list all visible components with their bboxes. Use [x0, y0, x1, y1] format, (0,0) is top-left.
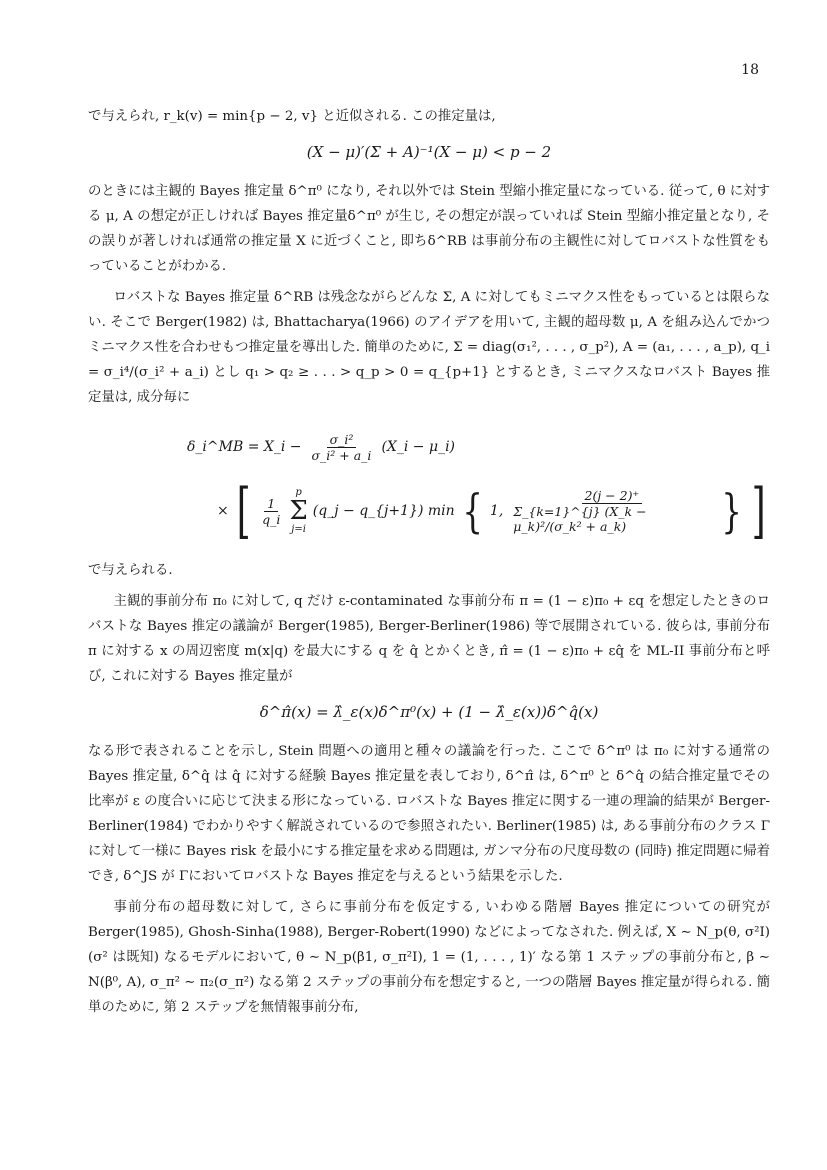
- eq2-frac3-numerator: 2(j − 2)⁺: [582, 488, 643, 504]
- paragraph-1: で与えられ, r_k(v) = min{p − 2, v} と近似される. この推定量は,: [88, 109, 496, 124]
- sigma-symbol: Σ: [289, 496, 308, 526]
- equation-2-line-2: [214, 474, 770, 548]
- left-bracket: [: [236, 476, 251, 546]
- paragraph-3: ロバストな Bayes 推定量 δ^RB は残念ながらどんな Σ, A に対してもミニマクス性をもっているとは限らない. そこで Berger(1982) は, Bhattacharya(1966) のアイデアを用いて, 主観的超母数 μ, A を組み込んでかつミニマクス性を合わせもつ推定量を導出した. 簡単のために, Σ = diag(σ₁², . . . , σ_p²), A = (a₁, . . . , a_p), q_i = σ_i⁴/(σ_i² + a_i) とし q₁ > q₂ ≥ . . . > q_p > 0 = q_{p+1} とするとき, ミニマクスなロバスト Bayes 推定量は, 成分毎に: [88, 290, 770, 405]
- eq2-times: ×: [217, 503, 229, 519]
- paragraph-6: なる形で表されることを示し, Stein 問題への適用と種々の議論を行った. ここで δ^π⁰ は π₀ に対する通常の Bayes 推定量, δ^q̂ は q̂ に対する経験 Bayes 推定量を表しており, δ^π̂ は, δ^π⁰ と δ^q̂ の結合推定量でその比率が ε の度合いに応じて決まる形になっている. ロバストな Bayes 推定に関する一連の理論的結果が Berger-Berliner(1984) でわかりやすく解説されているので参照されたい. Berliner(1985) は, ある事前分布のクラス Γ に対して一様に Bayes risk を最小にする推定量を求める問題は, ガンマ分布の尺度母数の (同時) 推定問題に帰着でき, δ^JS が Γにおいてロバストな Bayes 推定を与えるという結果を示した.: [88, 744, 770, 884]
- eq2-fraction-3: [510, 488, 713, 534]
- sum-lower-limit: j=i: [291, 524, 306, 535]
- paragraph-5: 主観的事前分布 π₀ に対して, q だけ ε-contaminated な事前分布 π = (1 − ε)π₀ + εq を想定したときのロバストな Bayes 推定の議論が Berger(1985), Berger-Berliner(1986) 等で展開されている. 彼らは, 事前分布 π に対する x の周辺密度 m(x|q) を最大にする q を q̂ とかくとき, π̂ = (1 − ε)π₀ + εq̂ を ML-II 事前分布と呼び, これに対する Bayes 推定量が: [88, 594, 770, 684]
- left-brace: {: [462, 484, 483, 538]
- right-brace: }: [721, 484, 743, 538]
- paper-body: [88, 104, 770, 1020]
- paragraph-7: 事前分布の超母数に対して, さらに事前分布を仮定する, いわゆる階層 Bayes 推定についての研究が Berger(1985), Ghosh-Sinha(1988), Berger-Robert(1990) などによってなされた. 例えば, X ∼ N_p(θ, σ²I) (σ² は既知) なるモデルにおいて, θ ∼ N_p(β1, σ_π²I), 1 = (1, . . . , 1)′ なる第 1 ステップの事前分布と, β ∼ N(β⁰, A), σ_π² ∼ π₂(σ_π²) なる第 2 ステップの事前分布を想定すると, 一つの階層 Bayes 推定量が得られる. 簡単のために, 第 2 ステップを無情報事前分布,: [88, 900, 770, 1015]
- eq2-frac1-numerator: σ_i²: [327, 432, 357, 448]
- eq2-fraction-1: [309, 432, 375, 463]
- eq2-term: (q_j − q_{j+1}) min: [312, 503, 455, 519]
- eq2-frac2-denominator: q_i: [262, 511, 281, 527]
- equation-3: δ^π̂(x) = λ̂_ε(x)δ^π⁰(x) + (1 − λ̂_ε(x))δ^q̂(x): [259, 703, 599, 721]
- equation-1: (X − μ)′(Σ + A)⁻¹(X − μ) < p − 2: [306, 143, 552, 161]
- paragraph-4: で与えられる.: [88, 563, 173, 578]
- eq2-one: 1,: [489, 503, 504, 519]
- eq2-frac2-numerator: 1: [264, 496, 278, 512]
- eq2-tail-1: (X_i − μ_i): [381, 439, 456, 455]
- equation-2: [184, 420, 770, 548]
- page-number: 18: [741, 62, 759, 78]
- eq2-frac1-denominator: σ_i² + a_i: [311, 447, 372, 463]
- right-bracket: ]: [751, 476, 766, 546]
- sum-upper-limit: p: [295, 487, 302, 498]
- paragraph-2: のときには主観的 Bayes 推定量 δ^π⁰ になり, それ以外では Stein 型縮小推定量になっている. 従って, θ に対する μ, A の想定が正しければ Bayes 推定量δ^π⁰ が生じ, その想定が誤っていれば Stein 型縮小推定量となり, その誤りが著しければ通常の推定量 X に近づくこと, 即ちδ^RB は事前分布の主観性に対してロバストな性質をもっていることがわかる.: [88, 184, 770, 274]
- eq2-fraction-2: [259, 496, 283, 527]
- eq2-frac3-denominator: Σ_{k=1}^{j} (X_k − μ_k)²/(σ_k² + a_k): [513, 504, 647, 534]
- eq2-lhs: δ_i^MB = X_i −: [187, 439, 302, 455]
- equation-2-line-1: [184, 420, 770, 474]
- summation: [289, 487, 307, 535]
